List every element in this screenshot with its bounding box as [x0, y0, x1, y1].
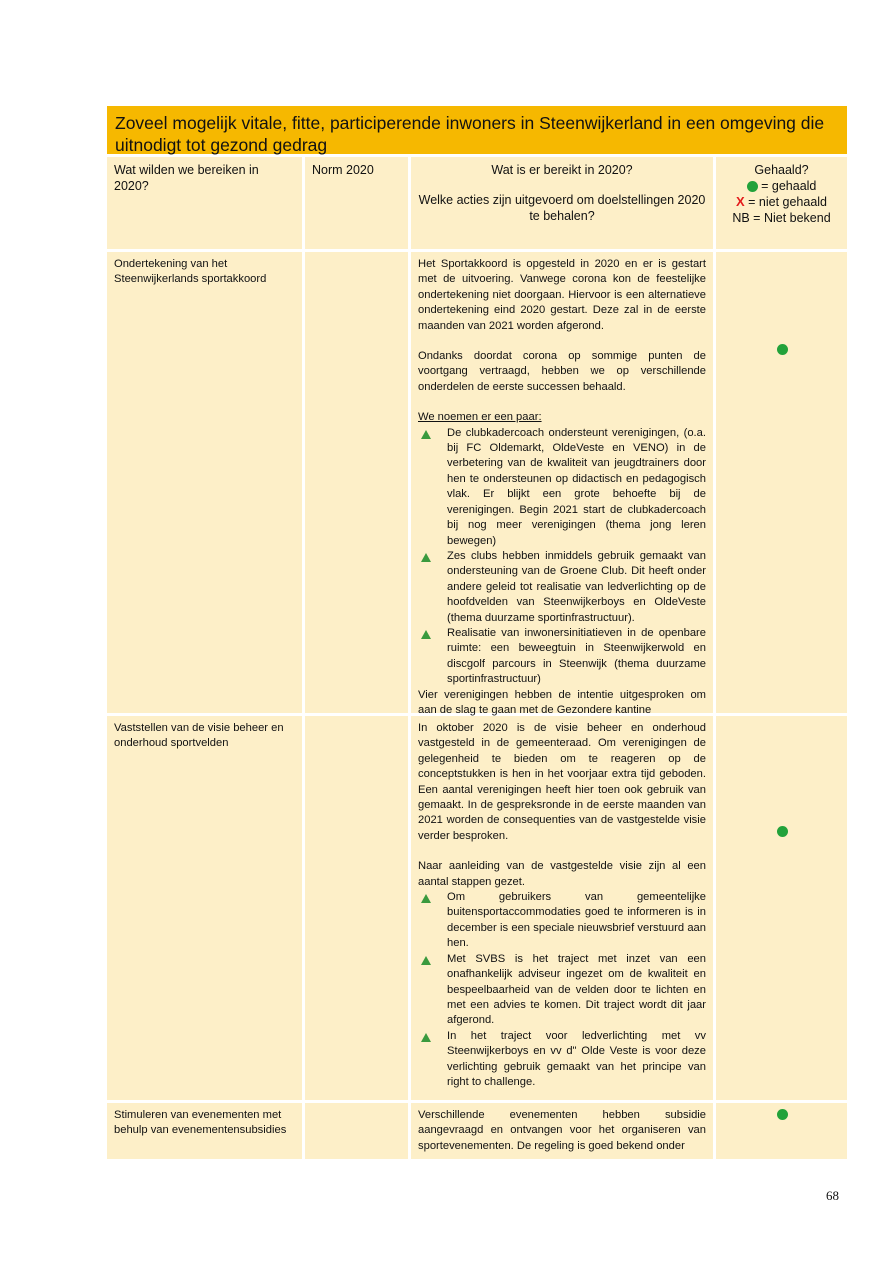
- status-cell: [713, 1103, 847, 1159]
- result-paragraph: Verschillende evenementen hebben subsidie aangevraagd en ontvangen voor het organiseren van sportevenementen. De regeling is goed bekend onder: [418, 1109, 706, 1152]
- header-status: [713, 157, 847, 249]
- table-row: [107, 1100, 847, 1159]
- green-triangle-icon: [421, 430, 431, 439]
- status-cell: [713, 716, 847, 1100]
- table-row: [107, 249, 847, 716]
- green-dot-icon: [747, 181, 758, 192]
- result-paragraph: Het Sportakkoord is opgesteld in 2020 en er is gestart met de uitvoering. Vanwege corona kon de feestelijke ondertekening niet doorgaan. Hiervoor is een alternatieve ondertekening eind 2020 gestart. Deze zal in de eerste maanden van 2021 worden afgerond.: [418, 258, 706, 332]
- goal-cell: Vaststellen van de visie beheer en onderhoud sportvelden: [107, 716, 302, 1100]
- list-item: De clubkadercoach ondersteunt verenigingen, (o.a. bij FC Oldemarkt, OldeVeste en VENO) in de verbetering van de kwaliteit van jeugdtrainers door hen te ondersteunen op didactisch en pedagogisch vlak. Er blijkt een grote behoefte bij de verenigingen. Begin 2021 start de clubkadercoach bij nog meer verenigingen (thema jong leren bewegen): [418, 426, 706, 549]
- legend-achieved-label: = gehaald: [761, 179, 817, 193]
- goal-cell: Ondertekening van het Steenwijkerlands sportakkoord: [107, 252, 302, 713]
- legend-unknown: NB = Niet bekend: [732, 211, 831, 225]
- result-paragraph: In oktober 2020 is de visie beheer en onderhoud vastgesteld in de gemeenteraad. Om verenigingen de gelegenheid te bieden om te reageren op de conceptstukken is hen in het voorjaar extra tijd geboden. Een aantal verenigingen heeft hier toen ook gebruik van gemaakt. In de gespreksronde in de eerste maanden van 2021 worden de consequenties van de vastgestelde visie verder besproken.: [418, 722, 706, 842]
- green-triangle-icon: [421, 553, 431, 562]
- norm-cell: [302, 252, 408, 713]
- green-triangle-icon: [421, 894, 431, 903]
- list-intro: We noemen er een paar:: [418, 411, 542, 424]
- header-norm: Norm 2020: [302, 157, 408, 249]
- table-row: [107, 713, 847, 1100]
- result-list: [418, 890, 706, 1090]
- goal-cell: Stimuleren van evenementen met behulp van evenementensubsidies: [107, 1103, 302, 1159]
- header-achieved: [408, 157, 713, 249]
- page-number: 68: [826, 1188, 839, 1203]
- green-triangle-icon: [421, 1033, 431, 1042]
- list-item: Realisatie van inwonersinitiatieven in de openbare ruimte: een beweegtuin in Steenwijkerwold en discgolf parcours in Steenwijk (thema duurzame sportinfrastructuur): [418, 626, 706, 688]
- result-cell: [408, 252, 713, 716]
- status-cell: [713, 252, 847, 713]
- result-cell: [408, 716, 713, 1100]
- list-item: Om gebruikers van gemeentelijke buitensportaccommodaties goed te informeren is in december is een speciale nieuwsbrief verstuurd aan hen.: [418, 890, 706, 952]
- table-title: Zoveel mogelijk vitale, fitte, participerende inwoners in Steenwijkerland in een omgeving die uitnodigt tot gezond gedrag: [107, 106, 847, 154]
- green-triangle-icon: [421, 630, 431, 639]
- achieved-dot-icon: [777, 1109, 788, 1120]
- header-achieved-line2: Welke acties zijn uitgevoerd om doelstellingen 2020 te behalen?: [418, 193, 706, 223]
- result-closing: Vier verenigingen hebben de intentie uitgesproken om aan de slag te gaan met de Gezondere kantine: [418, 688, 706, 716]
- list-item: Zes clubs hebben inmiddels gebruik gemaakt van ondersteuning van de Groene Club. Dit heeft onder andere geleid tot realisatie van ledverlichting op de hoofdvelden van Steenwijkerboys en OldeVeste (thema duurzame sportinfrastructuur).: [418, 549, 706, 626]
- header-status-title: Gehaald?: [754, 163, 809, 177]
- legend-achieved: [723, 178, 840, 194]
- header-row: [107, 154, 847, 249]
- goals-table: [107, 106, 847, 1159]
- result-list: [418, 426, 706, 688]
- legend-not-achieved: [723, 194, 840, 210]
- result-paragraph: Ondanks doordat corona op sommige punten de voortgang vertraagd, hebben we op verschillende onderdelen de eerste successen behaald.: [418, 350, 706, 393]
- list-intro: Naar aanleiding van de vastgestelde visie zijn al een aantal stappen gezet.: [418, 860, 706, 888]
- list-item: Met SVBS is het traject met inzet van een onafhankelijk adviseur ingezet om de kwaliteit en bespeelbaarheid van de velden door te lichten en met een advies te komen. Dit traject wordt dit jaar afgerond.: [418, 952, 706, 1029]
- header-goal: Wat wilden we bereiken in 2020?: [107, 157, 302, 249]
- result-cell: [408, 1103, 713, 1159]
- header-achieved-line1: Wat is er bereikt in 2020?: [491, 163, 633, 177]
- green-triangle-icon: [421, 956, 431, 965]
- norm-cell: [302, 1103, 408, 1159]
- achieved-dot-icon: [777, 826, 788, 837]
- list-item: In het traject voor ledverlichting met vv Steenwijkerboys en vv d" Olde Veste is voor deze verlichting gebruik gemaakt van het principe van right to challenge.: [418, 1029, 706, 1091]
- red-x-icon: X: [735, 194, 745, 209]
- achieved-dot-icon: [777, 344, 788, 355]
- legend-not-label: = niet gehaald: [748, 195, 828, 209]
- norm-cell: [302, 716, 408, 1100]
